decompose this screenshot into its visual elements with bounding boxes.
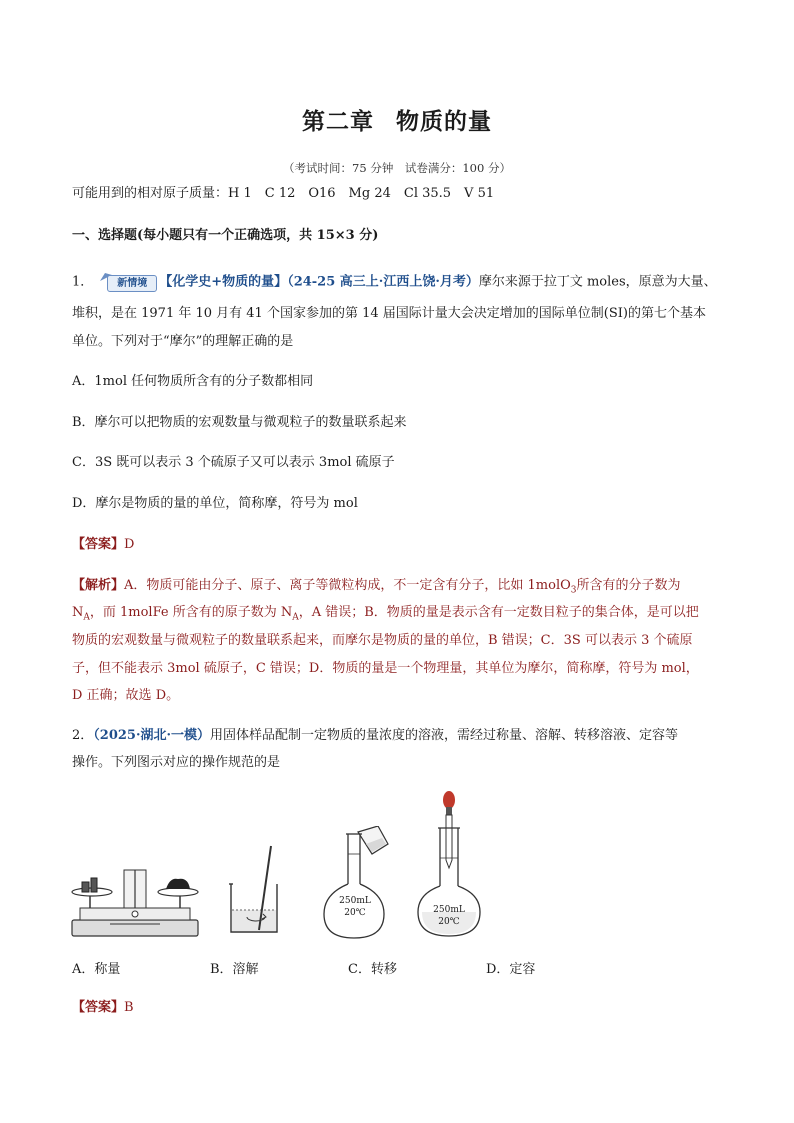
q1-stem-line3: 单位。下列对于“摩尔”的理解正确的是 [72, 334, 294, 349]
q1-answer-tag: 【答案】 [72, 537, 125, 552]
section-heading: 一、选择题(每小题只有一个正确选项，共 15×3 分) [72, 228, 379, 243]
new-situation-badge [99, 272, 157, 292]
chapter-title [0, 103, 794, 136]
q1-analysis-text2b: ，而 1molFe 所含有的原子数为 N [89, 605, 293, 620]
title-topic: 物质的量 [396, 109, 492, 135]
flask-d-volume: 250mL [433, 905, 465, 915]
q1-tag: 【化学史+物质的量】 [159, 274, 288, 290]
q1-analysis-text1b: 所含有的分子数为 [576, 578, 681, 593]
q1-option-d: D．摩尔是物质的量的单位，简称摩，符号为 mol [72, 496, 358, 511]
q1-analysis-text1a: A．物质可能由分子、原子、离子等微粒构成，不一定含有分子，比如 1molO [124, 578, 571, 593]
exam-info: （考试时间：75 分钟 试卷满分：100 分） [283, 161, 511, 175]
q2-option-d: D．定容 [486, 962, 536, 977]
title-chapter: 第二章 [302, 109, 374, 135]
flask-c-temp: 20℃ [344, 908, 366, 918]
q1-analysis-line1 [72, 576, 681, 601]
atomic-mass-line: 可能用到的相对原子质量：H 1 C 12 O16 Mg 24 Cl 35.5 V 51 [72, 186, 495, 201]
q2-answer-value: B [124, 1000, 134, 1015]
q1-analysis-line3: 物质的宏观数量与微观粒子的数量联系起来，而摩尔是物质的量的单位，B 错误；C．3S 可以表示 3 个硫原 [72, 633, 693, 648]
q2-number: 2． [72, 728, 94, 743]
q2-option-b: B．溶解 [210, 962, 259, 977]
badge-label: 新情境 [107, 275, 157, 292]
q1-analysis-line4: 子，但不能表示 3mol 硫原子，C 错误；D．物质的量是一个物理量，其单位为摩尔，简称摩，符号为 mol， [72, 661, 699, 676]
q2-option-a: A．称量 [72, 962, 121, 977]
q2-stem-line1 [72, 726, 678, 746]
beaker-figure [225, 844, 285, 936]
q1-analysis-text2a: N [72, 605, 84, 620]
q2-option-c: C．转移 [348, 962, 397, 977]
q1-analysis-text2c: ，A 错误；B．物质的量是表示含有一定数目粒子的集合体，是可以把 [298, 605, 699, 620]
subscript: A [292, 612, 299, 623]
q2-answer-tag: 【答案】 [72, 1000, 125, 1015]
subscript: A [83, 612, 90, 623]
q1-stem-text1: 摩尔来源于拉丁文 moles，原意为大量、 [478, 274, 717, 290]
q1-option-a: A．1mol 任何物质所含有的分子数都相同 [72, 374, 314, 389]
q2-source: （2025·湖北·一模） [93, 728, 211, 743]
flask-c-volume: 250mL [339, 896, 371, 906]
q1-analysis-line2 [72, 603, 699, 628]
transfer-figure [322, 826, 406, 940]
q1-answer-value: D [124, 537, 135, 552]
q1-option-c: C．3S 既可以表示 3 个硫原子又可以表示 3mol 硫原子 [72, 455, 395, 470]
q1-source: （24-25 高三上·江西上饶·月考） [287, 274, 479, 290]
flask-c-label [324, 895, 386, 919]
q1-stem-line2: 堆积，是在 1971 年 10 月有 41 个国家参加的第 14 届国际计量大会决定增加的国际单位制(SI)的第七个基本 [72, 306, 706, 321]
q1-option-b: B．摩尔可以把物质的宏观数量与微观粒子的数量联系起来 [72, 415, 407, 430]
q1-number: 1． [72, 274, 94, 290]
q1-analysis-line5: D 正确；故选 D。 [72, 688, 180, 703]
subscript: 3 [570, 585, 577, 596]
q1-stem-line1 [72, 272, 717, 293]
q1-analysis-tag: 【解析】 [72, 578, 125, 593]
flask-d-temp: 20℃ [438, 917, 460, 927]
q2-stem-text1: 用固体样品配制一定物质的量浓度的溶液，需经过称量、溶解、转移溶液、定容等 [210, 728, 679, 743]
balance-figure [70, 860, 200, 940]
q2-stem-line2: 操作。下列图示对应的操作规范的是 [72, 755, 281, 770]
q1-answer [72, 535, 134, 555]
q2-answer [72, 998, 134, 1018]
flask-d-label [418, 904, 480, 928]
